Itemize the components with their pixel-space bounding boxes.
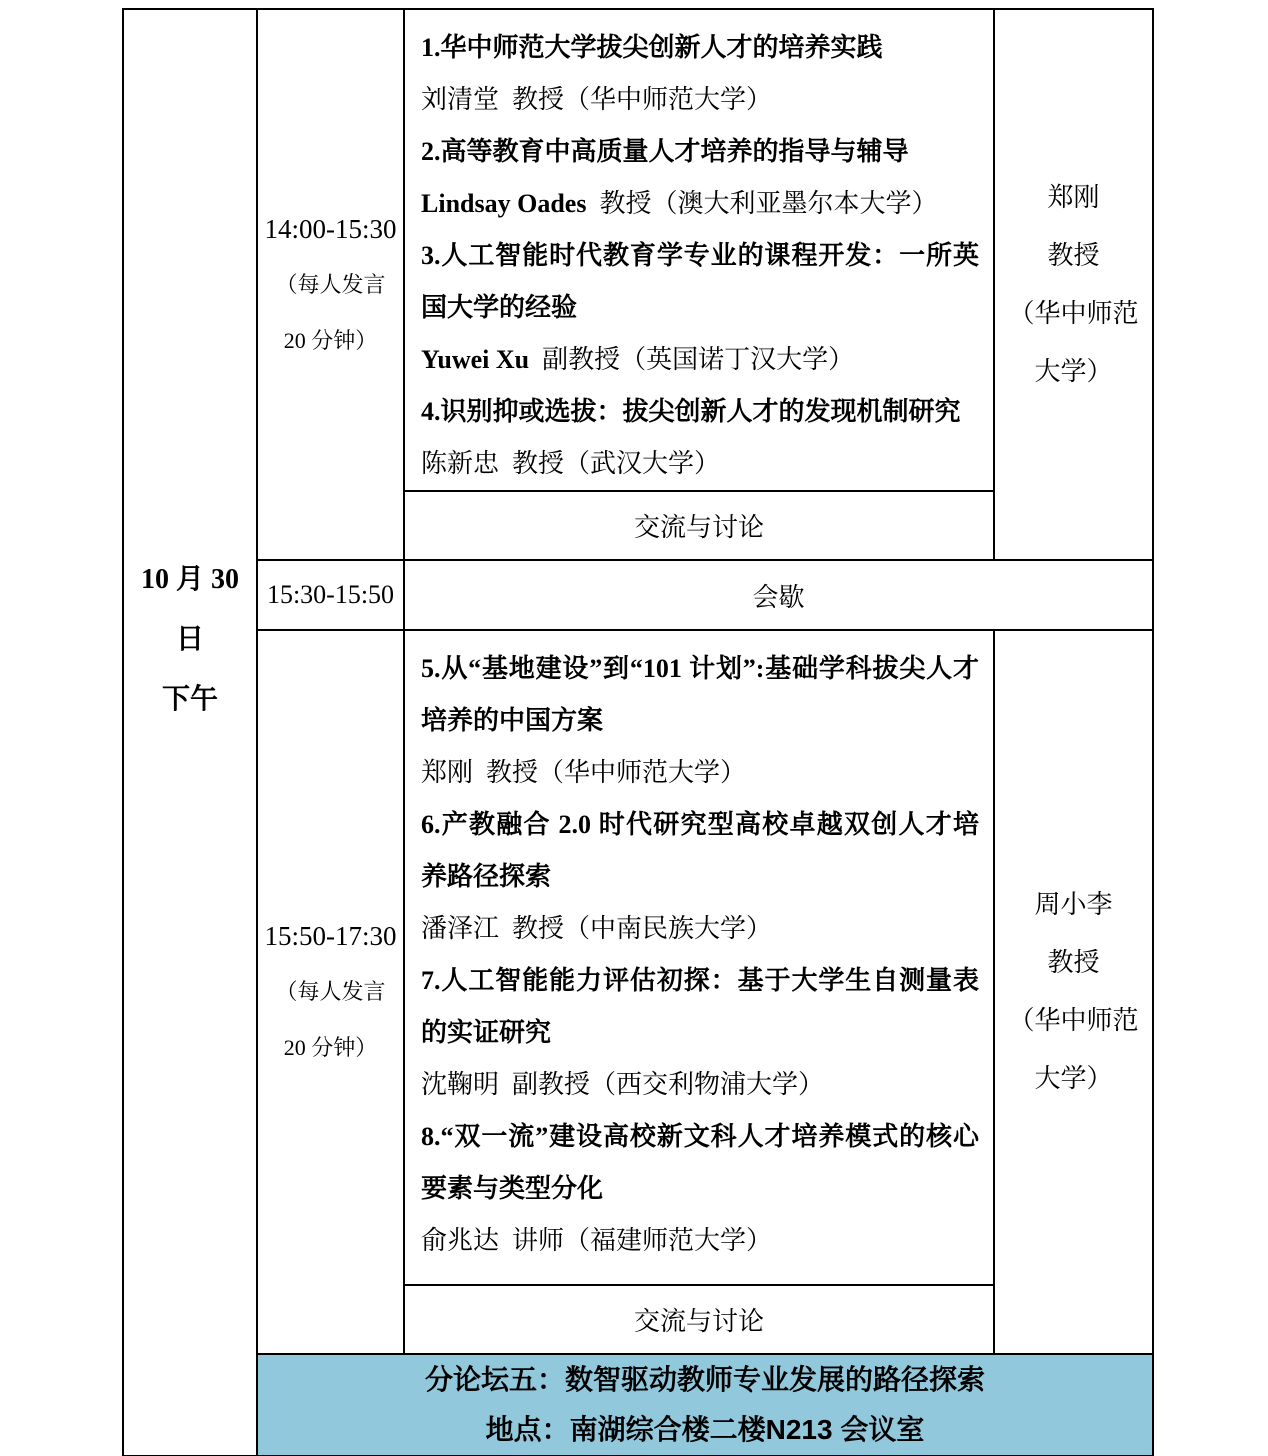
speaker-affiliation: 教授（华中师范大学） <box>486 758 747 787</box>
session2-time-note-1: （每人发言 <box>275 979 386 1004</box>
date-line-2: 下午 <box>161 684 218 715</box>
forum-banner-title: 分论坛五：数智驱动教师专业发展的路径探索 <box>424 1364 985 1395</box>
speaker-affiliation: 副教授（英国诺丁汉大学） <box>542 345 855 374</box>
item-number: 1. <box>421 33 441 62</box>
session2-item-7-title: 7.人工智能能力评估初探：基于大学生自测量表的实证研究 <box>421 966 979 1047</box>
chair-name: 周小李 <box>1034 890 1113 919</box>
speaker-name: 俞兆达 <box>421 1226 500 1255</box>
speaker-name: Yuwei Xu <box>421 345 530 374</box>
chair-affiliation-1: （华中师范 <box>1008 1006 1139 1035</box>
session2-item-8-speaker <box>421 1215 979 1267</box>
speaker-affiliation: 教授（澳大利亚墨尔本大学） <box>599 189 938 218</box>
session1-item-4-speaker <box>421 438 979 490</box>
break-time-cell: 15:30-15:50 <box>257 560 404 630</box>
schedule-table <box>122 8 1154 1456</box>
date-block <box>124 550 256 730</box>
chair-name: 郑刚 <box>1047 182 1100 212</box>
session2-item-7-speaker <box>421 1059 979 1111</box>
session1-chair-cell <box>994 9 1153 560</box>
forum-banner-location: 地点：南湖综合楼二楼N213 会议室 <box>485 1414 925 1445</box>
chair-title: 教授 <box>1047 948 1100 977</box>
session1-discussion-cell: 交流与讨论 <box>404 491 994 560</box>
session1-item-1-title: 1.华中师范大学拔尖创新人才的培养实践 <box>421 33 883 62</box>
speaker-name: 刘清堂 <box>421 85 500 114</box>
break-label-cell: 会歇 <box>404 560 1153 630</box>
session1-items-cell <box>404 9 994 491</box>
speaker-name: 郑刚 <box>421 758 474 787</box>
session1-time-range: 14:00-15:30 <box>264 213 397 244</box>
date-cell <box>123 9 257 1456</box>
speaker-affiliation: 教授（中南民族大学） <box>512 914 773 943</box>
session2-discussion-cell: 交流与讨论 <box>404 1285 994 1354</box>
speaker-affiliation: 教授（华中师范大学） <box>512 85 773 114</box>
item-number: 4. <box>421 397 441 426</box>
item-number: 2. <box>421 137 441 166</box>
session2-time-range: 15:50-17:30 <box>264 921 397 951</box>
forum-banner-cell <box>257 1354 1153 1456</box>
item-number: 3. <box>421 241 441 270</box>
speaker-affiliation: 副教授（西交利物浦大学） <box>512 1070 825 1099</box>
chair-title: 教授 <box>1047 240 1100 270</box>
session2-item-5-title: 5.从“基地建设”到“101 计划”:基础学科拔尖人才培养的中国方案 <box>421 654 979 735</box>
session1-item-1-speaker <box>421 74 979 126</box>
item-number: 7. <box>421 966 441 995</box>
chair-affiliation-2: 大学） <box>1034 1064 1113 1093</box>
session2-time-cell <box>257 630 404 1354</box>
chair-affiliation-1: （华中师范 <box>1008 298 1139 328</box>
session2-chair-cell <box>994 630 1153 1354</box>
speaker-name: 陈新忠 <box>421 449 500 478</box>
speaker-affiliation: 教授（武汉大学） <box>512 449 721 478</box>
session2-item-5-speaker <box>421 747 979 799</box>
item-number: 6. <box>421 810 441 839</box>
session2-item-8-title: 8.“双一流”建设高校新文科人才培养模式的核心要素与类型分化 <box>421 1122 979 1203</box>
date-line-1: 10 月 30 日 <box>140 564 239 655</box>
session1-item-3-speaker <box>421 334 979 386</box>
item-number: 5. <box>421 654 441 683</box>
speaker-name: 潘泽江 <box>421 914 500 943</box>
speaker-affiliation: 讲师（福建师范大学） <box>512 1226 773 1255</box>
session2-item-6-title: 6.产教融合 2.0 时代研究型高校卓越双创人才培养路径探索 <box>421 810 979 891</box>
session2-item-6-speaker <box>421 903 979 955</box>
chair-affiliation-2: 大学） <box>1034 356 1113 386</box>
speaker-name: 沈鞠明 <box>421 1070 500 1099</box>
item-number: 8. <box>421 1122 441 1151</box>
session1-item-2-speaker <box>421 178 979 230</box>
speaker-name: Lindsay Oades <box>421 189 587 218</box>
session2-time-note-2: 20 分钟） <box>283 1035 378 1060</box>
session1-item-2-title: 2.高等教育中高质量人才培养的指导与辅导 <box>421 137 909 166</box>
session1-item-3-title: 3.人工智能时代教育学专业的课程开发：一所英国大学的经验 <box>421 241 979 322</box>
session1-item-4-title: 4.识别抑或选拔：拔尖创新人才的发现机制研究 <box>421 397 961 426</box>
session1-time-note-1: （每人发言 <box>275 271 386 297</box>
session1-time-note-2: 20 分钟） <box>283 327 378 353</box>
session2-items-cell <box>404 630 994 1285</box>
session1-time-cell <box>257 9 404 560</box>
